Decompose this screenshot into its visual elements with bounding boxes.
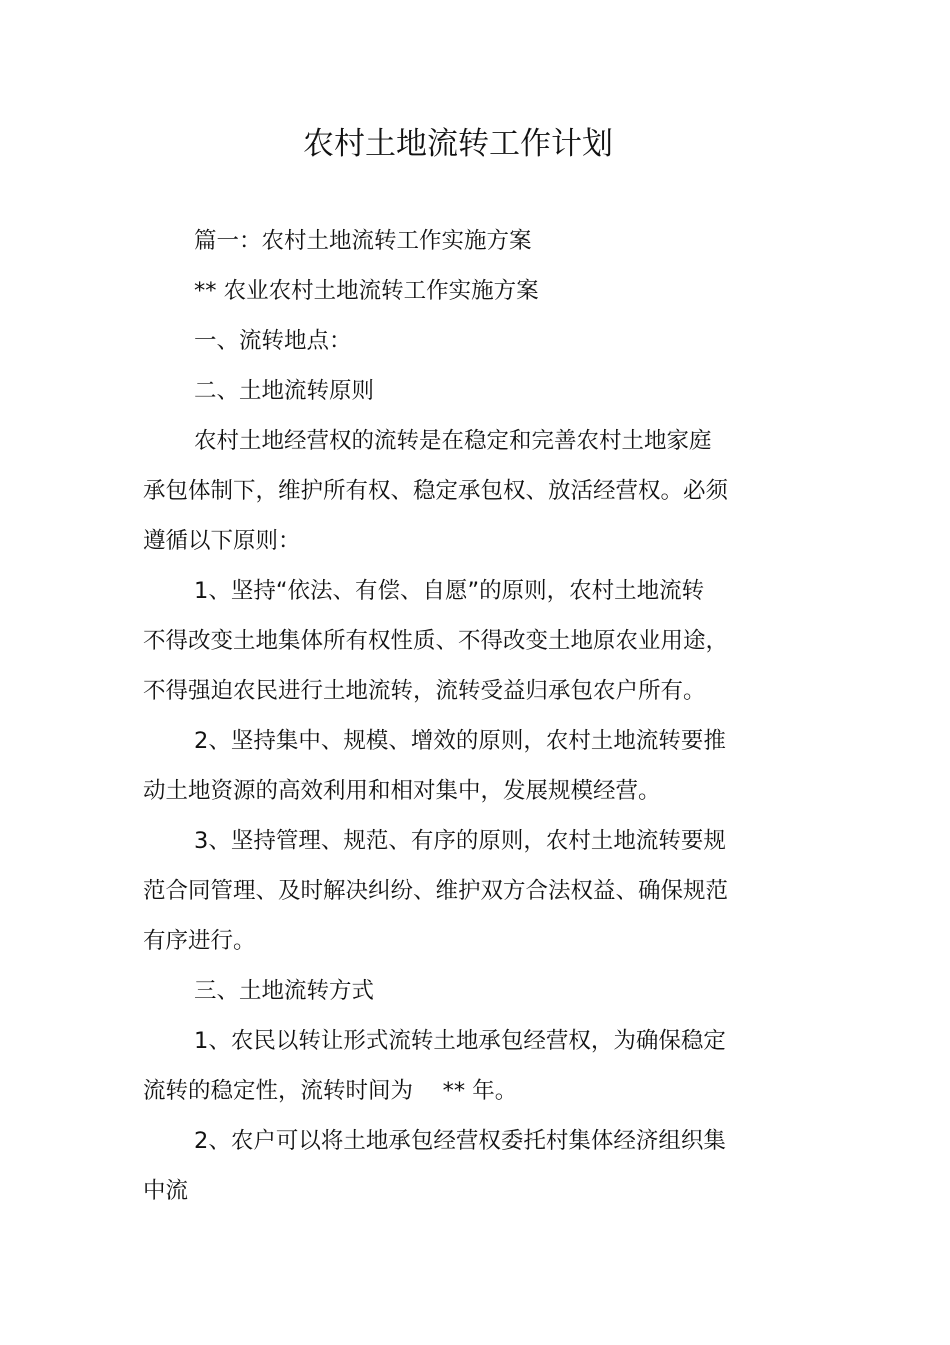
paragraph-line: 1、农民以转让形式流转土地承包经营权，为确保稳定 — [194, 1028, 726, 1054]
paragraph-line: 1、坚持“依法、有偿、自愿”的原则，农村土地流转 — [194, 578, 705, 604]
paragraph-line: 2、坚持集中、规模、增效的原则，农村土地流转要推 — [194, 728, 726, 754]
heading-principles: 二、土地流转原则 — [194, 378, 375, 404]
paragraph-line: 不得改变土地集体所有权性质、不得改变土地原农业用途， — [143, 628, 729, 654]
document-title: 农村土地流转工作计划 — [303, 126, 613, 162]
paragraph-line: 不得强迫农民进行土地流转，流转受益归承包农户所有。 — [143, 678, 706, 704]
paragraph-line: 中流 — [143, 1178, 189, 1204]
heading-transfer-methods: 三、土地流转方式 — [194, 978, 375, 1004]
section-heading-part-one: 篇一：农村土地流转工作实施方案 — [194, 228, 532, 254]
paragraph-line: 有序进行。 — [143, 928, 256, 954]
paragraph-line: 2、农户可以将土地承包经营权委托村集体经济组织集 — [194, 1128, 726, 1154]
plan-subtitle: ** 农业农村土地流转工作实施方案 — [194, 278, 539, 304]
paragraph-line: 动土地资源的高效利用和相对集中，发展规模经营。 — [143, 778, 661, 804]
paragraph-line: 3、坚持管理、规范、有序的原则，农村土地流转要规 — [194, 828, 726, 854]
paragraph-line: 遵循以下原则： — [143, 528, 301, 554]
paragraph-line: 流转的稳定性，流转时间为 ** 年。 — [143, 1078, 518, 1104]
paragraph-line: 农村土地经营权的流转是在稳定和完善农村土地家庭 — [194, 428, 712, 454]
paragraph-line: 范合同管理、及时解决纠纷、维护双方合法权益、确保规范 — [143, 878, 729, 904]
heading-location: 一、流转地点： — [194, 328, 352, 354]
paragraph-line: 承包体制下，维护所有权、稳定承包权、放活经营权。必须 — [143, 478, 729, 504]
